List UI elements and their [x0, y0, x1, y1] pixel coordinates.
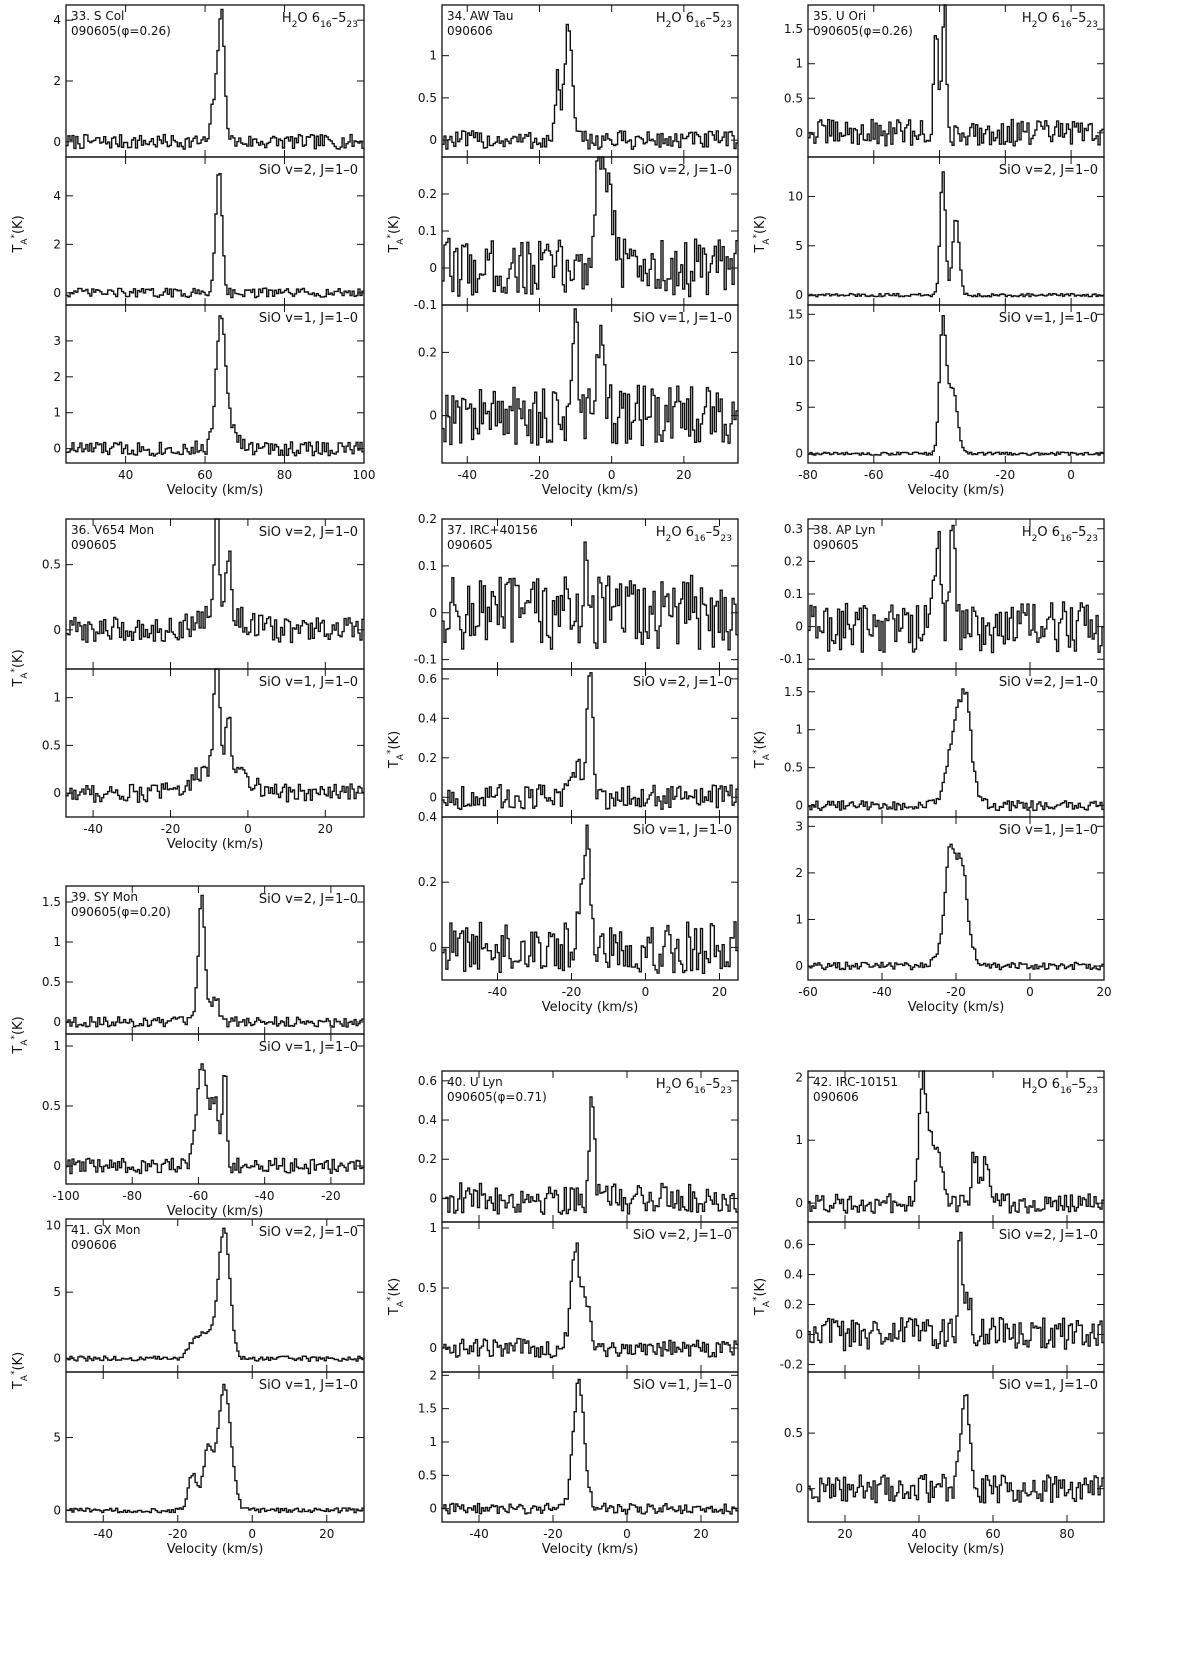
panel-frame	[442, 305, 738, 463]
chart-4	[10, 519, 364, 852]
chart-8	[386, 1071, 738, 1557]
transition-label: $H_2O$ $6_{16}-5_{23}$	[655, 11, 732, 30]
y-tick-label: 0	[795, 288, 803, 303]
y-tick-label: 10	[787, 353, 803, 368]
transition-label: SiO v=2, J=1–0	[258, 1225, 358, 1240]
chart-7	[10, 886, 364, 1219]
x-tick-label: -80	[122, 1189, 143, 1203]
y-tick-label: 1	[429, 1221, 437, 1235]
panel-frame	[808, 669, 1104, 817]
x-axis-label: Velocity (km/s)	[541, 483, 639, 498]
panel-frame	[808, 305, 1104, 463]
transition-label: $H_2O$ $6_{16}-5_{23}$	[1021, 11, 1098, 30]
obs-date-label: 090605	[813, 538, 859, 552]
y-tick-label: 0	[53, 1159, 61, 1173]
x-tick-label: -40	[487, 985, 508, 999]
transition-label: SiO v=2, J=1–0	[632, 1228, 732, 1243]
y-tick-label: 0	[53, 134, 61, 149]
y-tick-label: 3	[53, 333, 61, 348]
panel	[42, 886, 364, 1034]
source-label: 34. AW Tau	[447, 9, 514, 23]
panel	[780, 519, 1104, 669]
y-tick-label: 0.4	[417, 810, 437, 824]
panel	[418, 1221, 738, 1372]
transition-label: SiO v=1, J=1–0	[258, 311, 358, 326]
y-tick-label: 4	[53, 13, 61, 28]
x-tick-label: -100	[52, 1189, 80, 1203]
obs-date-label: 090606	[447, 24, 493, 38]
spectrum-line	[66, 1064, 364, 1174]
y-axis-label: $T_A^*(K)$	[386, 215, 406, 253]
transition-label: SiO v=2, J=1–0	[998, 675, 1098, 690]
y-tick-label: 0	[429, 408, 437, 423]
y-axis-label: $T_A^*(K)$	[386, 730, 406, 769]
x-tick-label: -40	[83, 822, 103, 836]
y-tick-label: 0.2	[417, 345, 437, 360]
spectrum-line	[442, 673, 738, 810]
y-tick-label: 0	[429, 261, 437, 275]
panel	[53, 1372, 364, 1522]
x-tick-label: -20	[160, 822, 181, 836]
x-tick-label: -80	[798, 468, 818, 482]
x-tick-label: 60	[985, 1527, 1001, 1541]
panel	[784, 1372, 1104, 1522]
y-tick-label: 2	[795, 865, 803, 880]
y-tick-label: 2	[53, 237, 61, 252]
y-tick-label: 0.5	[417, 90, 437, 105]
y-tick-label: 10	[787, 189, 803, 204]
spectrum-line	[808, 316, 1104, 456]
x-axis-label: Velocity (km/s)	[907, 1000, 1005, 1015]
panel	[784, 669, 1104, 817]
panel	[42, 1034, 364, 1184]
panel	[418, 5, 738, 157]
spectrum-line	[442, 1243, 738, 1357]
y-tick-label: 0.5	[41, 975, 61, 989]
y-tick-label: 0.5	[783, 760, 803, 775]
panel	[414, 512, 738, 669]
spectrum-line	[808, 689, 1104, 811]
y-tick-label: 0.5	[783, 1426, 803, 1441]
panel	[53, 5, 364, 157]
x-tick-label: 60	[197, 468, 213, 482]
obs-date-label: 090605(φ=0.20)	[71, 905, 171, 919]
y-tick-label: -0.1	[413, 652, 437, 667]
y-tick-label: 0.6	[783, 1237, 803, 1252]
panel	[418, 810, 738, 980]
y-tick-label: 1.5	[783, 22, 803, 37]
y-tick-label: 2	[53, 369, 61, 384]
y-axis-label: $T_A^*(K)$	[386, 1277, 406, 1316]
panel	[42, 669, 364, 817]
y-tick-label: 10	[45, 1218, 61, 1233]
y-tick-label: 0.6	[417, 1073, 437, 1088]
source-label: 36. V654 Mon	[71, 523, 155, 537]
transition-label: SiO v=1, J=1–0	[258, 1040, 358, 1055]
transition-label: $H_2O$ $6_{16}-5_{23}$	[655, 525, 732, 544]
y-tick-label: 5	[53, 1430, 61, 1445]
y-tick-label: 1.5	[417, 1401, 437, 1416]
x-tick-label: -20	[529, 468, 550, 482]
y-tick-label: 1	[795, 722, 803, 737]
x-tick-label: 0	[244, 822, 252, 836]
y-axis-label: $T_A^*(K)$	[10, 649, 30, 687]
y-tick-label: 0.5	[783, 91, 803, 106]
y-tick-label: 1	[53, 405, 61, 420]
chart-1	[10, 5, 375, 498]
y-tick-label: 0.1	[417, 558, 437, 573]
y-tick-label: 1	[53, 935, 61, 949]
transition-label: SiO v=1, J=1–0	[258, 1378, 358, 1393]
panel-frame	[66, 1034, 364, 1184]
x-tick-label: 0	[1067, 468, 1075, 482]
obs-date-label: 090605(φ=0.71)	[447, 1090, 547, 1104]
y-tick-label: 0.2	[417, 875, 437, 890]
x-tick-label: 100	[352, 468, 376, 482]
x-tick-label: -40	[254, 1189, 275, 1203]
y-tick-label: 0.6	[417, 671, 437, 686]
panel	[788, 305, 1104, 463]
x-tick-label: -40	[929, 468, 950, 482]
transition-label: SiO v=2, J=1–0	[258, 892, 358, 907]
y-tick-label: 0	[429, 790, 437, 805]
x-tick-label: 20	[317, 822, 333, 836]
x-tick-label: -40	[457, 468, 478, 482]
y-tick-label: -0.1	[779, 652, 803, 667]
x-tick-label: -60	[188, 1189, 209, 1203]
y-tick-label: 0.5	[41, 738, 61, 753]
y-tick-label: 0	[53, 1015, 61, 1029]
panel	[414, 157, 738, 312]
y-tick-label: 0.3	[783, 521, 803, 536]
panel	[418, 1071, 738, 1222]
transition-label: $H_2O$ $6_{16}-5_{23}$	[281, 11, 358, 30]
panel	[795, 817, 1104, 980]
chart-10	[752, 1070, 1104, 1557]
chart-5	[386, 512, 738, 1015]
y-tick-label: 5	[795, 238, 803, 253]
y-axis-label: $T_A^*(K)$	[10, 1351, 30, 1390]
x-tick-label: 0	[623, 1527, 631, 1541]
chart-9	[10, 1219, 364, 1557]
x-axis-label: Velocity (km/s)	[166, 1542, 264, 1557]
obs-date-label: 090605(φ=0.26)	[813, 24, 913, 38]
transition-label: SiO v=2, J=1–0	[258, 525, 358, 540]
y-tick-label: 1.5	[41, 895, 61, 909]
spectrum-line	[808, 1233, 1104, 1351]
x-axis-label: Velocity (km/s)	[166, 483, 264, 498]
panel	[418, 1368, 738, 1522]
panel	[795, 1070, 1104, 1222]
y-tick-label: 0.2	[783, 1297, 803, 1312]
y-tick-label: 0.4	[783, 1267, 803, 1282]
transition-label: SiO v=1, J=1–0	[998, 311, 1098, 326]
y-tick-label: 2	[53, 74, 61, 88]
spectrum-line	[442, 25, 738, 150]
obs-date-label: 090606	[71, 1238, 117, 1252]
y-tick-label: 0	[429, 1341, 437, 1355]
x-axis-label: Velocity (km/s)	[166, 1204, 264, 1219]
source-label: 37. IRC+40156	[447, 523, 538, 537]
y-tick-label: -0.1	[413, 298, 437, 312]
transition-label: SiO v=2, J=1–0	[258, 163, 358, 178]
transition-label: SiO v=2, J=1–0	[998, 1228, 1098, 1243]
x-tick-label: -60	[798, 985, 818, 999]
y-tick-label: 0	[53, 1503, 61, 1518]
y-tick-label: 0.5	[41, 557, 61, 572]
y-tick-label: 2	[795, 1070, 803, 1085]
panel-frame	[442, 1372, 738, 1522]
obs-date-label: 090605(φ=0.26)	[71, 24, 171, 38]
y-tick-label: 0	[795, 959, 803, 974]
y-tick-label: 0	[429, 133, 437, 148]
source-label: 35. U Ori	[813, 9, 867, 23]
y-tick-label: 5	[53, 1285, 61, 1300]
panel-frame	[442, 669, 738, 817]
y-tick-label: 0.1	[783, 587, 803, 601]
panel	[784, 5, 1104, 157]
y-axis-label: $T_A^*(K)$	[752, 215, 772, 253]
y-tick-label: 1	[795, 1133, 803, 1148]
x-tick-label: 20	[676, 468, 692, 482]
transition-label: SiO v=1, J=1–0	[998, 823, 1098, 838]
x-tick-label: 20	[711, 985, 728, 999]
obs-date-label: 090606	[813, 1090, 859, 1104]
spectrum-line	[442, 825, 738, 973]
x-tick-label: -20	[321, 1189, 341, 1203]
panel-frame	[442, 1222, 738, 1372]
y-tick-label: 0.2	[417, 750, 437, 765]
y-tick-label: 0	[53, 285, 61, 300]
y-tick-label: 0.1	[417, 224, 437, 238]
y-tick-label: 1.5	[783, 684, 803, 699]
y-tick-label: 0.4	[417, 1113, 437, 1128]
y-axis-label: $T_A^*(K)$	[752, 730, 772, 769]
x-tick-label: -60	[863, 468, 884, 482]
source-label: 41. GX Mon	[71, 1223, 141, 1237]
panel-frame	[808, 817, 1104, 980]
y-tick-label: 1	[53, 1039, 61, 1053]
y-axis-label: $T_A^*(K)$	[10, 215, 30, 253]
source-label: 42. IRC-10151	[813, 1075, 899, 1089]
transition-label: SiO v=2, J=1–0	[998, 163, 1098, 178]
spectrum-line	[66, 316, 364, 456]
chart-3	[752, 5, 1104, 498]
transition-label: SiO v=1, J=1–0	[258, 675, 358, 690]
panel-frame	[808, 1372, 1104, 1522]
y-tick-label: 4	[53, 188, 61, 203]
x-axis-label: Velocity (km/s)	[541, 1542, 639, 1557]
chart-6	[752, 519, 1112, 1015]
y-tick-label: 0	[795, 619, 803, 634]
x-tick-label: 40	[117, 468, 134, 482]
x-axis-label: Velocity (km/s)	[166, 837, 264, 852]
y-tick-label: 0.2	[783, 554, 803, 569]
y-tick-label: 0	[795, 1327, 803, 1342]
y-tick-label: 1	[53, 690, 61, 705]
x-tick-label: 20	[319, 1527, 335, 1541]
y-tick-label: 0	[795, 1481, 803, 1496]
spectrum-line	[808, 844, 1104, 969]
panel	[53, 305, 364, 463]
spectrum-line	[442, 542, 738, 650]
y-tick-label: 5	[795, 400, 803, 415]
transition-label: SiO v=2, J=1–0	[632, 675, 732, 690]
y-tick-label: 0	[795, 798, 803, 813]
y-tick-label: 0	[429, 605, 437, 620]
y-tick-label: 0.4	[417, 711, 437, 726]
obs-date-label: 090605	[71, 538, 117, 552]
spectrum-line	[808, 1395, 1104, 1503]
x-tick-label: -20	[946, 985, 966, 999]
y-tick-label: -0.2	[779, 1357, 803, 1372]
spectrum-line	[66, 1384, 364, 1512]
x-tick-label: 0	[607, 468, 616, 482]
source-label: 40. U Lyn	[447, 1075, 503, 1089]
panel-frame	[442, 157, 738, 305]
panel	[788, 157, 1104, 305]
source-label: 39. SY Mon	[71, 890, 138, 904]
panel-frame	[808, 157, 1104, 305]
y-tick-label: 0.5	[417, 1281, 437, 1295]
y-tick-label: 1	[795, 912, 803, 927]
y-tick-label: 1	[429, 48, 437, 63]
y-tick-label: 0	[795, 446, 803, 461]
panel	[418, 305, 738, 463]
y-tick-label: 0	[53, 622, 61, 637]
y-tick-label: 0.2	[417, 187, 437, 201]
x-tick-label: 20	[837, 1527, 853, 1541]
y-tick-label: 15	[787, 307, 803, 322]
x-axis-label: Velocity (km/s)	[541, 1000, 639, 1015]
panel	[418, 669, 738, 817]
y-tick-label: 0	[53, 441, 61, 456]
spectrum-line	[442, 1380, 738, 1515]
y-tick-label: 0	[53, 1351, 61, 1366]
panel	[780, 1222, 1104, 1372]
y-tick-label: 0	[429, 940, 437, 955]
x-tick-label: -40	[469, 1527, 489, 1541]
x-tick-label: -20	[561, 985, 582, 999]
x-axis-label: Velocity (km/s)	[907, 483, 1005, 498]
x-tick-label: -20	[167, 1527, 188, 1541]
x-axis-label: Velocity (km/s)	[907, 1542, 1005, 1557]
obs-date-label: 090605	[447, 538, 493, 552]
transition-label: SiO v=2, J=1–0	[632, 163, 732, 178]
panel-frame	[808, 1222, 1104, 1372]
y-tick-label: 0	[429, 1191, 437, 1206]
transition-label: $H_2O$ $6_{16}-5_{23}$	[1021, 1077, 1098, 1096]
transition-label: SiO v=1, J=1–0	[632, 1378, 732, 1393]
transition-label: SiO v=1, J=1–0	[632, 311, 732, 326]
x-tick-label: -40	[872, 985, 892, 999]
x-tick-label: 0	[1026, 985, 1034, 999]
spectrum-line	[66, 174, 364, 298]
y-tick-label: 0.2	[417, 512, 437, 526]
spectrum-line	[442, 309, 738, 445]
x-tick-label: 20	[693, 1527, 709, 1541]
y-tick-label: 0.5	[41, 1099, 61, 1113]
x-tick-label: -20	[995, 468, 1016, 482]
source-label: 38. AP Lyn	[813, 523, 876, 537]
y-tick-label: 2	[429, 1368, 437, 1383]
transition-label: SiO v=1, J=1–0	[998, 1378, 1098, 1393]
y-tick-label: 3	[795, 819, 803, 834]
x-tick-label: 80	[1059, 1527, 1075, 1541]
source-label: 33. S Col	[71, 9, 125, 23]
panel	[53, 157, 364, 305]
panel	[42, 519, 364, 669]
x-tick-label: 0	[641, 985, 650, 999]
x-tick-label: 0	[248, 1527, 257, 1541]
y-tick-label: 0.5	[417, 1468, 437, 1483]
y-tick-label: 0.2	[417, 1152, 437, 1167]
x-tick-label: -20	[543, 1527, 563, 1541]
y-axis-label: $T_A^*(K)$	[10, 1016, 30, 1054]
x-tick-label: 20	[1096, 985, 1112, 999]
y-tick-label: 1	[795, 56, 803, 71]
chart-2	[386, 5, 738, 498]
y-tick-label: 1	[429, 1435, 437, 1449]
y-tick-label: 0	[53, 786, 61, 801]
y-axis-label: $T_A^*(K)$	[752, 1277, 772, 1316]
x-tick-label: 40	[911, 1527, 927, 1541]
spectrum-line	[808, 172, 1104, 297]
panel	[46, 1219, 364, 1372]
transition-label: $H_2O$ $6_{16}-5_{23}$	[1021, 525, 1098, 544]
x-tick-label: 80	[276, 468, 293, 482]
y-tick-label: 0	[429, 1501, 437, 1516]
transition-label: SiO v=1, J=1–0	[632, 823, 732, 838]
spectrum-line	[442, 1097, 738, 1214]
transition-label: $H_2O$ $6_{16}-5_{23}$	[655, 1077, 732, 1096]
y-tick-label: 0	[795, 1196, 803, 1211]
y-tick-label: 0	[795, 125, 803, 140]
x-tick-label: -40	[93, 1527, 114, 1541]
